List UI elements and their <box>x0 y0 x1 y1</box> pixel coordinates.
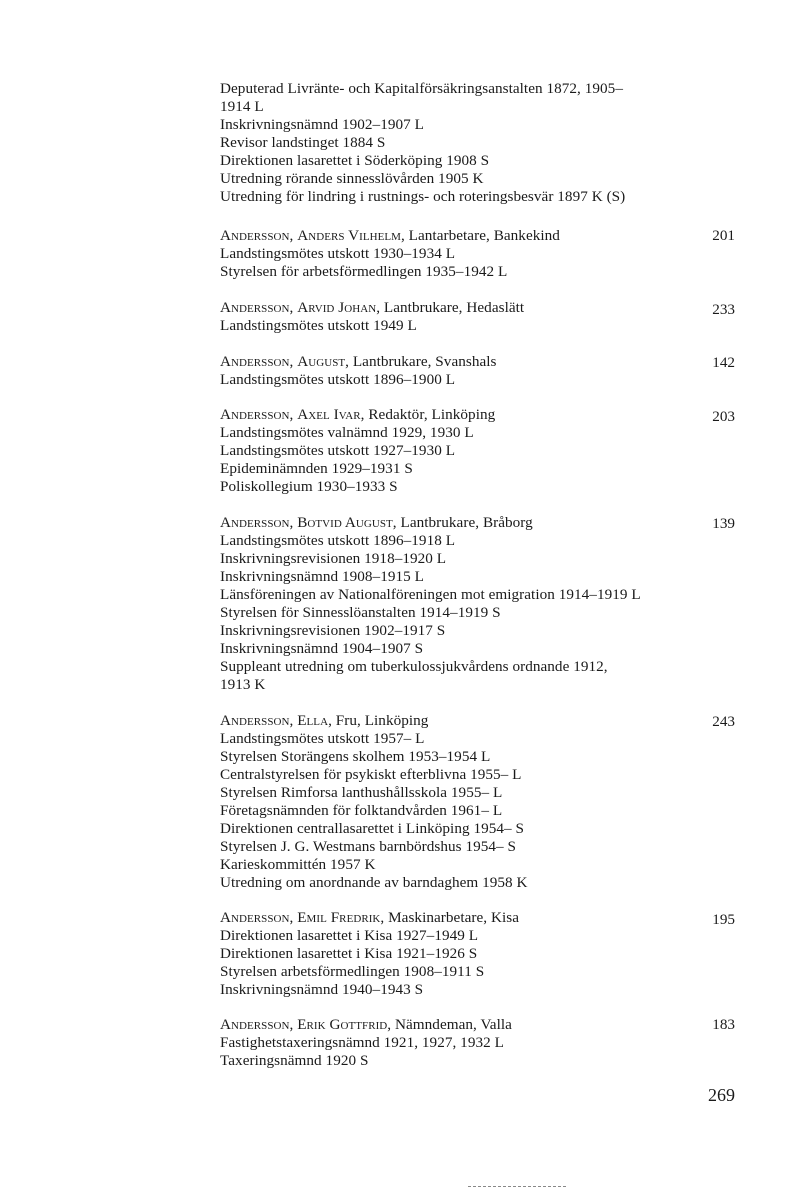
entry-number: 203 <box>712 408 735 425</box>
entry-line: Inskrivningsnämnd 1908–1915 L <box>220 568 424 585</box>
bottom-scan-rule <box>468 1186 566 1187</box>
entry-line: Landstingsmötes utskott 1927–1930 L <box>220 442 456 459</box>
entry-heading <box>220 909 519 927</box>
entry-line: Inskrivningsnämnd 1940–1943 S <box>220 981 424 998</box>
entry-surname: Andersson, <box>220 514 294 531</box>
entry-line: Inskrivningsrevisionen 1918–1920 L <box>220 550 447 567</box>
entry-given-names: Arvid Johan, <box>297 299 381 316</box>
intro-line: Direktionen lasarettet i Söderköping 1908 S <box>220 152 490 169</box>
entry-line: Taxeringsnämnd 1920 S <box>220 1052 369 1069</box>
entry-line: Utredning om anordnande av barndaghem 1958 K <box>220 874 528 891</box>
entry-line: Landstingsmötes utskott 1896–1918 L <box>220 532 456 549</box>
entry-number: 201 <box>712 227 735 244</box>
intro-line: 1914 L <box>220 98 264 115</box>
entry-given-names: Botvid August, <box>297 514 397 531</box>
entry-occupation-place: Lantarbetare, Bankekind <box>404 227 560 244</box>
entry-line: Landstingsmötes utskott 1949 L <box>220 317 417 334</box>
entry-line: Länsföreningen av Nationalföreningen mot emigration 1914–1919 L <box>220 586 641 603</box>
entry-line: Direktionen lasarettet i Kisa 1921–1926 S <box>220 945 478 962</box>
entry-occupation-place: Lantbrukare, Svanshals <box>349 353 497 370</box>
entry-given-names: Ella, <box>297 712 332 729</box>
entry-line: Styrelsen Rimforsa lanthushållsskola 1955– L <box>220 784 503 801</box>
entry-surname: Andersson, <box>220 299 294 316</box>
entry-line: Styrelsen för Sinnesslöanstalten 1914–1919 S <box>220 604 501 621</box>
entry-heading <box>220 353 497 371</box>
entry-heading <box>220 227 560 245</box>
entry-occupation-place: Lantbrukare, Bråborg <box>396 514 533 531</box>
entry-heading <box>220 406 495 424</box>
entry-line: Styrelsen J. G. Westmans barnbördshus 1954– S <box>220 838 517 855</box>
entry-line: Inskrivningsrevisionen 1902–1917 S <box>220 622 446 639</box>
entry-line: Karieskommittén 1957 K <box>220 856 376 873</box>
entry-line: 1913 K <box>220 676 266 693</box>
entry-surname: Andersson, <box>220 712 294 729</box>
entry-occupation-place: Maskinarbetare, Kisa <box>384 909 520 926</box>
entry-number: 233 <box>712 301 735 318</box>
page-number: 269 <box>708 1085 735 1105</box>
entry-line: Direktionen lasarettet i Kisa 1927–1949 L <box>220 927 479 944</box>
intro-line: Utredning för lindring i rustnings- och roteringsbesvär 1897 K (S) <box>220 188 626 205</box>
entry-surname: Andersson, <box>220 353 294 370</box>
entry-number: 195 <box>712 911 735 928</box>
entry-given-names: Emil Fredrik, <box>297 909 385 926</box>
intro-line: Deputerad Livränte- och Kapitalförsäkringsanstalten 1872, 1905– <box>220 80 623 97</box>
entry-heading <box>220 712 428 730</box>
entry-line: Landstingsmötes utskott 1930–1934 L <box>220 245 456 262</box>
intro-line: Revisor landstinget 1884 S <box>220 134 386 151</box>
entry-line: Styrelsen Storängens skolhem 1953–1954 L <box>220 748 491 765</box>
entry-surname: Andersson, <box>220 406 294 423</box>
entry-surname: Andersson, <box>220 227 294 244</box>
entry-heading <box>220 1016 512 1034</box>
entry-line: Landstingsmötes utskott 1957– L <box>220 730 425 747</box>
entry-number: 139 <box>712 515 735 532</box>
entry-line: Direktionen centrallasarettet i Linköping 1954– S <box>220 820 525 837</box>
entry-line: Inskrivningsnämnd 1904–1907 S <box>220 640 424 657</box>
entry-given-names: Erik Gottfrid, <box>297 1016 392 1033</box>
entry-line: Poliskollegium 1930–1933 S <box>220 478 398 495</box>
entry-given-names: August, <box>297 353 349 370</box>
entry-heading <box>220 299 524 317</box>
entry-line: Styrelsen för arbetsförmedlingen 1935–1942 L <box>220 263 508 280</box>
entry-given-names: Anders Vilhelm, <box>297 227 405 244</box>
entry-surname: Andersson, <box>220 1016 294 1033</box>
entry-line: Landstingsmötes valnämnd 1929, 1930 L <box>220 424 474 441</box>
entry-line: Epideminämnden 1929–1931 S <box>220 460 413 477</box>
entry-occupation-place: Nämndeman, Valla <box>391 1016 512 1033</box>
entry-number: 142 <box>712 354 735 371</box>
entry-occupation-place: Lantbrukare, Hedaslätt <box>380 299 525 316</box>
entry-line: Suppleant utredning om tuberkulossjukvårdens ordnande 1912, <box>220 658 608 675</box>
entry-line: Landstingsmötes utskott 1896–1900 L <box>220 371 456 388</box>
intro-line: Utredning rörande sinnesslövården 1905 K <box>220 170 484 187</box>
entry-line: Fastighetstaxeringsnämnd 1921, 1927, 1932 L <box>220 1034 504 1051</box>
entry-line: Styrelsen arbetsförmedlingen 1908–1911 S <box>220 963 485 980</box>
entry-line: Centralstyrelsen för psykiskt efterblivna 1955– L <box>220 766 522 783</box>
entry-surname: Andersson, <box>220 909 294 926</box>
entry-given-names: Axel Ivar, <box>297 406 365 423</box>
intro-line: Inskrivningsnämnd 1902–1907 L <box>220 116 424 133</box>
entry-number: 243 <box>712 713 735 730</box>
entry-heading <box>220 514 533 532</box>
entry-occupation-place: Fru, Linköping <box>331 712 429 729</box>
entry-occupation-place: Redaktör, Linköping <box>364 406 496 423</box>
entry-number: 183 <box>712 1016 735 1033</box>
entry-line: Företagsnämnden för folktandvården 1961– L <box>220 802 503 819</box>
